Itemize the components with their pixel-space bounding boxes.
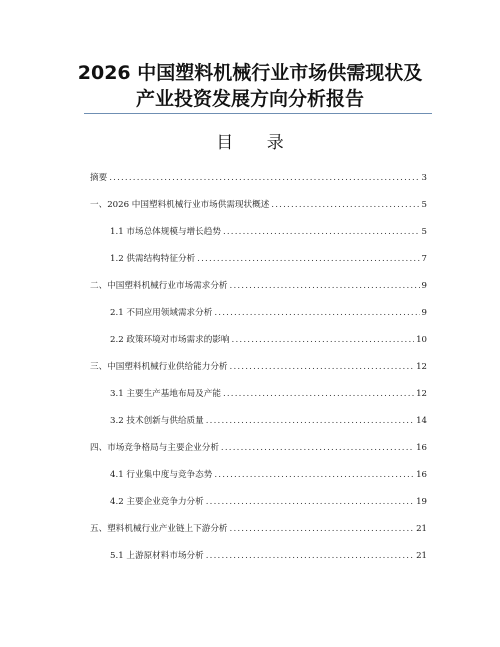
toc-entry-label: 2.1 不同应用领域需求分析 [110, 308, 213, 318]
toc-entry-label: 二、中国塑料机械行业市场需求分析 [90, 281, 228, 291]
toc-leader-dots [206, 496, 414, 508]
toc-entry-page-number: 16 [416, 470, 427, 480]
toc-entry-page-number: 5 [421, 227, 427, 237]
title-line-2: 产业投资发展方向分析报告 [135, 88, 364, 110]
toc-entry[interactable] [110, 251, 427, 265]
toc-entry-page-number: 21 [416, 524, 427, 534]
toc-entry-label: 4.2 主要企业竞争力分析 [110, 497, 204, 507]
toc-leader-dots [230, 280, 420, 292]
toc-leader-dots [271, 199, 419, 211]
toc-entry-label: 4.1 行业集中度与竞争态势 [110, 470, 213, 480]
toc-entry[interactable] [110, 413, 427, 427]
toc-leader-dots [223, 226, 420, 238]
toc-entry[interactable] [90, 440, 427, 454]
toc-entry-page-number: 3 [421, 173, 427, 183]
toc-entry[interactable] [110, 224, 427, 238]
toc-entry-label: 三、中国塑料机械行业供给能力分析 [90, 362, 228, 372]
title-divider [84, 113, 432, 114]
toc-entry-page-number: 9 [421, 308, 427, 318]
toc-heading: 目 录 [216, 133, 298, 153]
toc-entry[interactable] [110, 305, 427, 319]
toc-leader-dots [197, 253, 419, 265]
toc-entry-label: 五、塑料机械行业产业链上下游分析 [90, 524, 228, 534]
toc-leader-dots [230, 361, 415, 373]
toc-entry-page-number: 10 [416, 335, 427, 345]
toc-entry-label: 一、2026 中国塑料机械行业市场供需现状概述 [90, 200, 270, 210]
toc-entry-page-number: 12 [416, 389, 427, 399]
toc-entry-label: 3.1 主要生产基地布局及产能 [110, 389, 221, 399]
toc-entry[interactable] [110, 332, 427, 346]
toc-entry-label: 3.2 技术创新与供给质量 [110, 416, 204, 426]
toc-leader-dots [214, 469, 414, 481]
toc-entry[interactable] [90, 278, 427, 292]
toc-entry-label: 四、市场竞争格局与主要企业分析 [90, 443, 219, 453]
toc-entry-label: 2.2 政策环境对市场需求的影响 [110, 335, 230, 345]
toc-entry[interactable] [110, 386, 427, 400]
toc-entry-label: 5.1 上游原材料市场分析 [110, 551, 204, 561]
toc-entry-label: 1.2 供需结构特征分析 [110, 254, 196, 264]
toc-leader-dots [206, 550, 414, 562]
toc-entry-page-number: 19 [416, 497, 427, 507]
toc-entry[interactable] [110, 467, 427, 481]
toc-entry-page-number: 16 [416, 443, 427, 453]
toc-entry-label: 1.1 市场总体规模与增长趋势 [110, 227, 221, 237]
toc-leader-dots [206, 415, 414, 427]
toc-entry-page-number: 5 [421, 200, 427, 210]
toc-entry[interactable] [90, 521, 427, 535]
toc-entry[interactable] [90, 359, 427, 373]
toc-entry[interactable] [110, 548, 427, 562]
toc-entry-page-number: 7 [421, 254, 427, 264]
toc-leader-dots [223, 388, 414, 400]
toc-entry-page-number: 12 [416, 362, 427, 372]
toc-entry-page-number: 21 [416, 551, 427, 561]
document-title [0, 60, 500, 112]
toc-leader-dots [232, 334, 415, 346]
toc-leader-dots [221, 442, 414, 454]
toc-leader-dots [109, 172, 419, 184]
toc-entry[interactable] [90, 170, 427, 184]
title-line-1: 2026 中国塑料机械行业市场供需现状及 [77, 62, 423, 84]
toc-entry-page-number: 9 [421, 281, 427, 291]
toc-entry[interactable] [110, 494, 427, 508]
toc-entry-label: 摘要 [90, 173, 108, 183]
toc-leader-dots [230, 523, 415, 535]
toc-entry[interactable] [90, 197, 427, 211]
toc-entry-page-number: 14 [416, 416, 427, 426]
toc-leader-dots [214, 307, 419, 319]
